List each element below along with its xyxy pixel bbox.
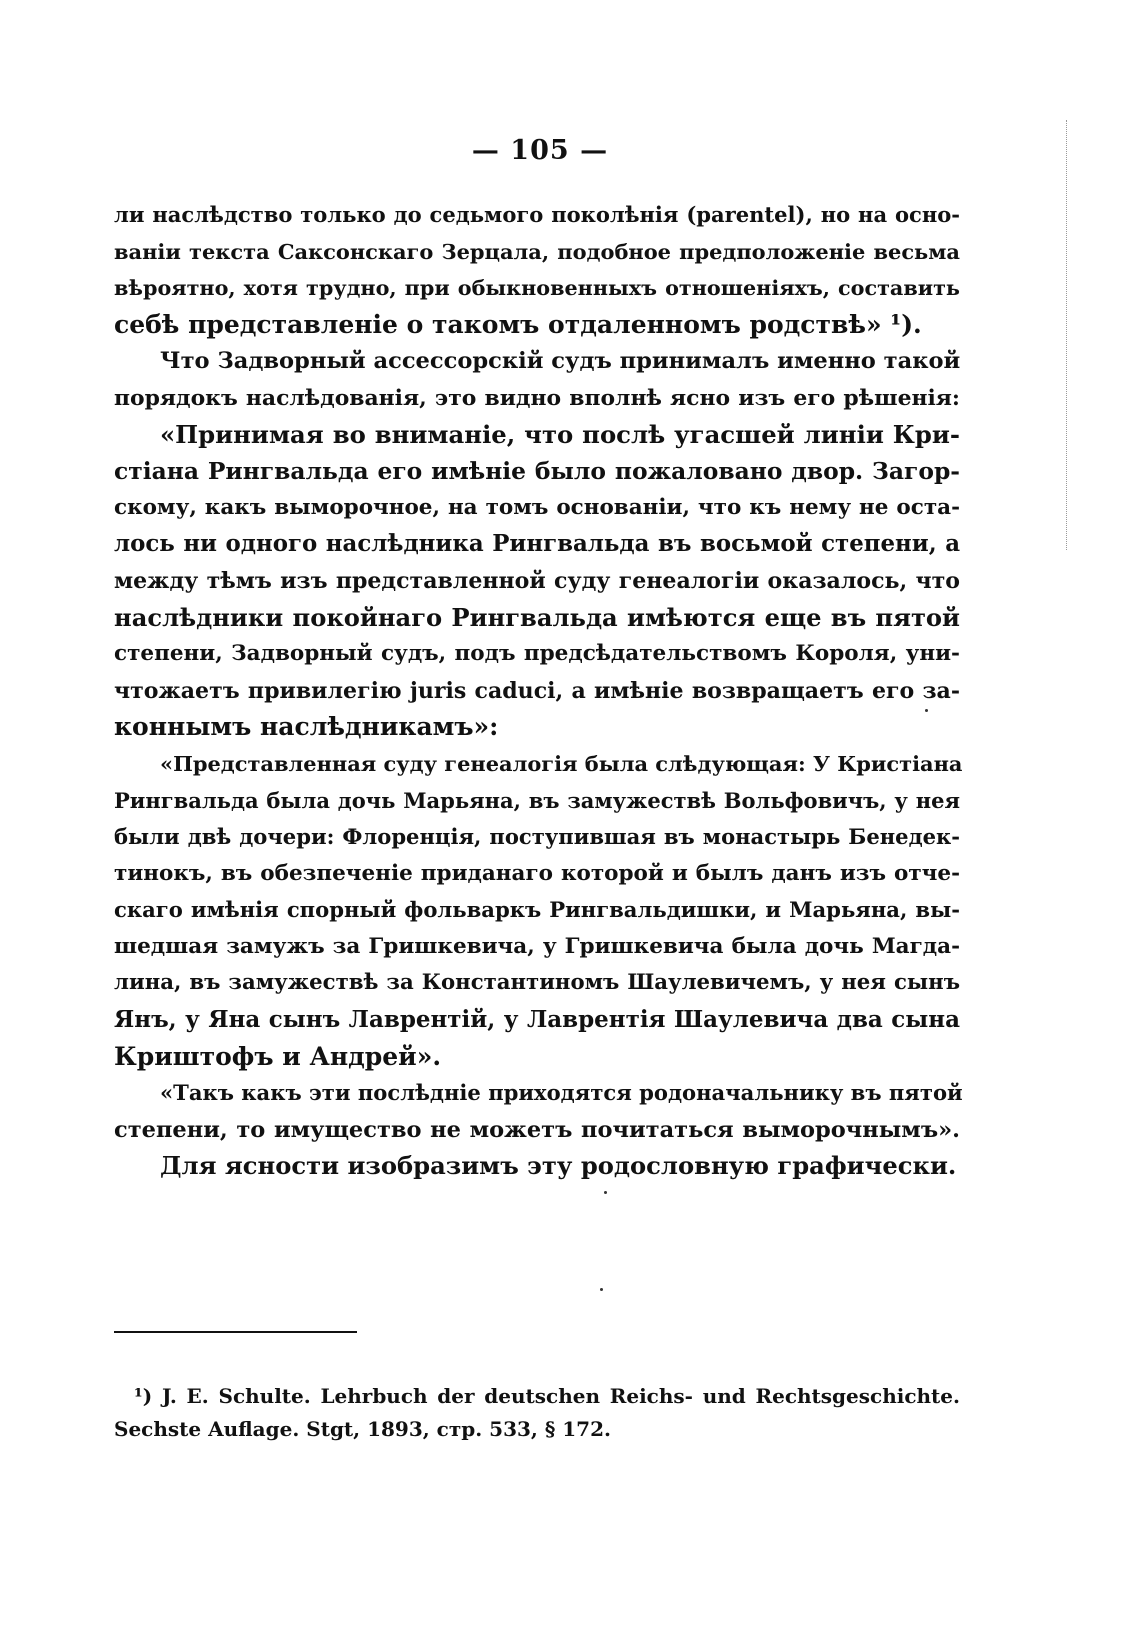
- ink-speck: [604, 1191, 607, 1194]
- text-line: скому, какъ выморочное, на томъ основаніи, что къ нему не оста-: [114, 494, 960, 520]
- footnote-rule: [114, 1331, 357, 1333]
- text-line: шедшая замужъ за Гришкевича, у Гришкевича была дочь Магда-: [114, 933, 960, 959]
- footnote-line: Sechste Auflage. Stgt, 1893, стр. 533, § 172.: [114, 1417, 611, 1441]
- paragraph-start: Для ясности изобразимъ эту родословную графически.: [160, 1151, 957, 1181]
- page-edge-mark: [1066, 120, 1067, 550]
- text-line: вѣроятно, хотя трудно, при обыкновенныхъ отношеніяхъ, составить: [114, 276, 960, 301]
- footnote: [114, 1380, 960, 1446]
- text-line: Криштофъ и Андрей».: [114, 1041, 442, 1071]
- ink-speck: [925, 709, 928, 712]
- text-line: лось ни одного наслѣдника Рингвальда въ восьмой степени, а: [114, 531, 960, 558]
- quote-start: «Принимая во вниманіе, что послѣ угасшей линіи Кри-: [160, 419, 960, 449]
- text-line: чтожаетъ привилегію juris caduci, а имѣніе возвращаетъ его за-: [114, 677, 960, 704]
- text-line: коннымъ наслѣдникамъ»:: [114, 712, 499, 742]
- text-line: были двѣ дочери: Флоренція, поступившая въ монастырь Бенедек-: [114, 824, 960, 850]
- quote-start: «Представленная суду генеалогія была слѣдующая: У Кристіана: [160, 750, 963, 776]
- text-line: степени, Задворный судъ, подъ предсѣдательствомъ Короля, уни-: [114, 641, 960, 667]
- footnote-line: ¹) J. E. Schulte. Lehrbuch der deutschen Reichs- und Rechtsgeschichte.: [134, 1384, 960, 1408]
- paragraph-start: Что Задворный ассессорскій судъ принималъ именно такой: [160, 348, 961, 375]
- ink-speck: [600, 1288, 603, 1291]
- text-line: порядокъ наслѣдованія, это видно вполнѣ ясно изъ его рѣшенія:: [114, 384, 960, 411]
- quote-start: «Такъ какъ эти послѣдніе приходятся родоначальнику въ пятой: [160, 1080, 963, 1106]
- text-line: наслѣдники покойнаго Рингвальда имѣются еще въ пятой: [114, 602, 960, 632]
- text-line: Рингвальда была дочь Марьяна, въ замужествѣ Вольфовичъ, у нея: [114, 787, 960, 813]
- text-line: тинокъ, въ обезпеченіе приданаго которой и былъ данъ изъ отче-: [114, 860, 960, 886]
- text-line: ваніи текста Саксонскаго Зерцала, подобное предположеніе весьма: [114, 238, 960, 264]
- text-line: между тѣмъ изъ представленной суду генеалогіи оказалось, что: [114, 567, 960, 594]
- text-line: Янъ, у Яна сынъ Лаврентій, у Лаврентія Шаулевича два сына: [114, 1006, 960, 1034]
- text-line: лина, въ замужествѣ за Константиномъ Шаулевичемъ, у нея сынъ: [114, 970, 960, 996]
- page-number: — 105 —: [471, 135, 609, 166]
- text-line: скаго имѣнія спорный фольваркъ Рингвальдишки, и Марьяна, вы-: [114, 897, 960, 923]
- text-line: стіана Рингвальда его имѣніе было пожаловано двор. Загор-: [114, 457, 960, 486]
- text-line: себѣ представленіе о такомъ отдаленномъ родствѣ» ¹).: [114, 309, 922, 339]
- text-line: ли наслѣдство только до седьмого поколѣнія (parentel), но на осно-: [114, 202, 960, 227]
- text-line: степени, то имущество не можетъ почитаться выморочнымъ».: [114, 1116, 960, 1143]
- body-text: [114, 197, 963, 1185]
